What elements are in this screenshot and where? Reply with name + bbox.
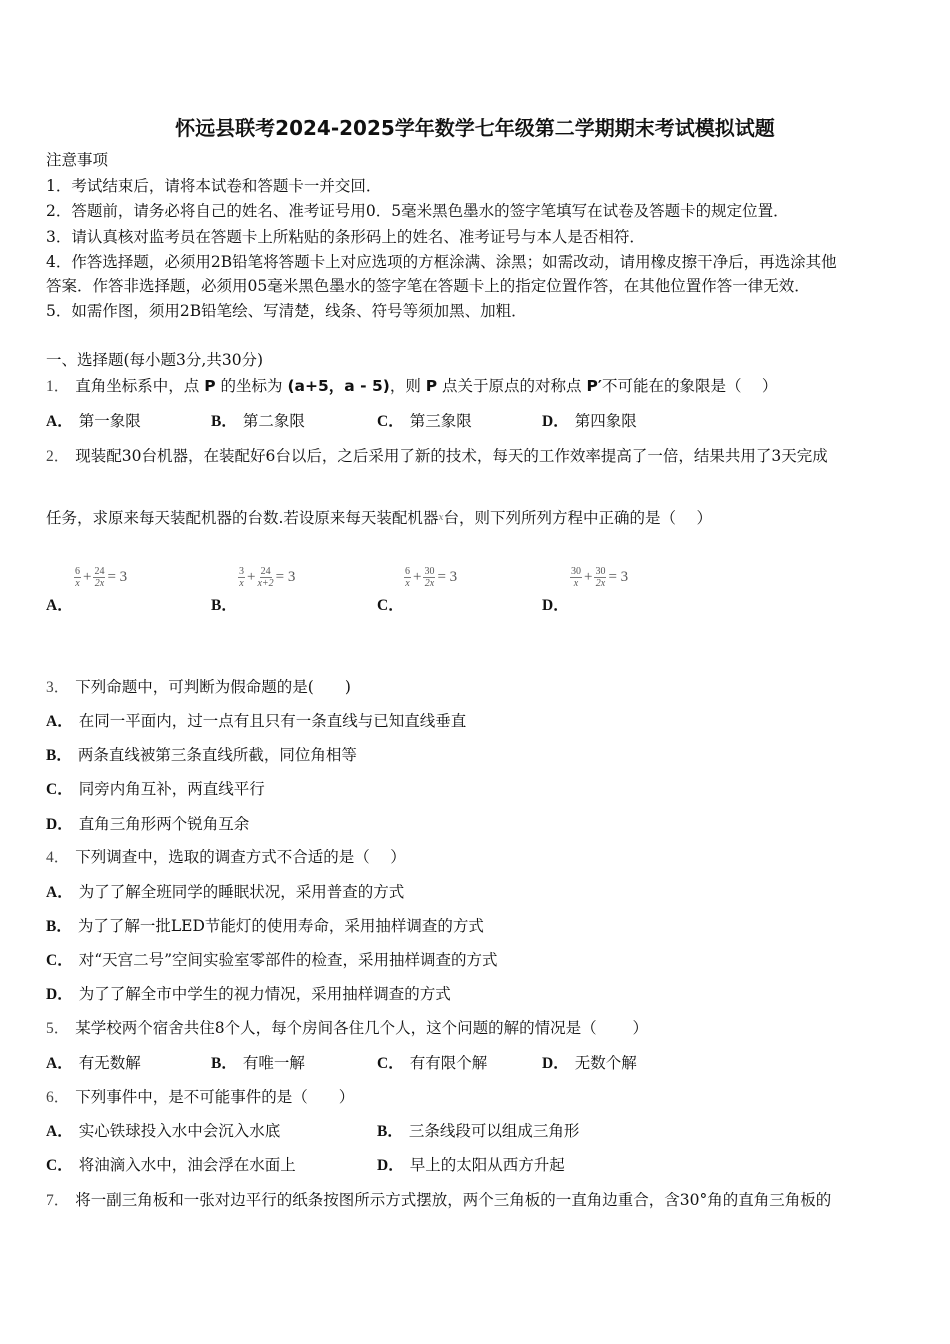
- question-7: 7． 将一副三角板和一张对边平行的纸条按图所示方式摆放，两个三角板的一直角边重合，含30°角的直角三角板的: [46, 1191, 832, 1209]
- option-d: D． 早上的太阳从西方升起: [377, 1156, 565, 1174]
- option-b: B． 为了了解一批LED节能灯的使用寿命，采用抽样调查的方式: [46, 917, 484, 935]
- option-a: A． 实心铁球投入水中会沉入水底: [46, 1122, 281, 1140]
- option-d-label: D．: [542, 597, 569, 614]
- option-c: C． 同旁内角互补，两直线平行: [46, 780, 265, 798]
- question-number: 1．: [46, 378, 70, 395]
- option-a: A． 第一象限: [46, 412, 141, 430]
- question-5: 5． 某学校两个宿舍共住8个人，每个房间各住几个人，这个问题的解的情况是（ ）: [46, 1019, 649, 1037]
- option-d: D． 为了了解全市中学生的视力情况，采用抽样调查的方式: [46, 985, 451, 1003]
- option-b: B． 有唯一解: [211, 1054, 305, 1072]
- option-b: B． 三条线段可以组成三角形: [377, 1122, 580, 1140]
- note-item: 5．如需作图，须用2B铅笔绘、写清楚，线条、符号等须加黑、加粗．: [46, 302, 527, 320]
- note-item: 1．考试结束后，请将本试卷和答题卡一并交回．: [46, 177, 382, 195]
- q-var: P: [204, 377, 216, 395]
- q-text: 的坐标为: [215, 377, 288, 395]
- option-a: A． 为了了解全班同学的睡眠状况，采用普查的方式: [46, 883, 405, 901]
- note-item: 答案．作答非选择题，必须用05毫米黑色墨水的签字笔在答题卡上的指定位置作答，在其他位置作答一律无效．: [46, 277, 810, 295]
- equation-b: 3 x + $\frac{24}{x+2}$ = 3: [239, 566, 296, 589]
- question-3: 3． 下列命题中，可判断为假命题的是( ): [46, 678, 351, 696]
- q-text: 直角坐标系中，点: [75, 377, 205, 395]
- note-item: 2．答题前，请务必将自己的姓名、准考证号用0．5毫米黑色墨水的签字笔填写在试卷及答题卡的规定位置．: [46, 202, 789, 220]
- question-4: 4． 下列调查中，选取的调查方式不合适的是（ ）: [46, 848, 406, 866]
- option-d: D． 第四象限: [542, 412, 637, 430]
- notes-heading: 注意事项: [46, 151, 109, 169]
- option-a: A． 在同一平面内，过一点有且只有一条直线与已知直线垂直: [46, 712, 467, 730]
- option-c-label: C．: [377, 597, 404, 614]
- option-d: D． 直角三角形两个锐角互余: [46, 815, 250, 833]
- q-coord: (a+5，a - 5): [287, 377, 390, 395]
- option-a: A． 有无数解: [46, 1054, 141, 1072]
- option-c: C． 第三象限: [377, 412, 472, 430]
- option-a-label: A．: [46, 597, 73, 614]
- note-item: 3．请认真核对监考员在答题卡上所粘贴的条形码上的姓名、准考证号与本人是否相符．: [46, 228, 645, 246]
- equation-c: 6 x + $\frac{30}{2x}$ = 3: [405, 566, 458, 589]
- option-c: C． 将油滴入水中，油会浮在水面上: [46, 1156, 296, 1174]
- question-2-cont: 任务，求原来每天装配机器的台数.若设原来每天装配机器$^x$台，则下列所列方程中正确的是（ ）: [46, 509, 712, 527]
- q-text: ，则: [389, 377, 426, 395]
- option-b: B． 第二象限: [211, 412, 305, 430]
- equation-d: 30 x + $\frac{30}{2x}$ = 3: [571, 566, 629, 589]
- option-b-label: B．: [211, 597, 237, 614]
- question-2: 2． 现装配30台机器，在装配好6台以后，之后采用了新的技术，每天的工作效率提高了一倍，结果共用了3天完成: [46, 447, 828, 465]
- q-var: P: [425, 377, 438, 395]
- equation-a: 6 x + $\frac{24}{2x}$ = 3: [75, 566, 128, 589]
- q-text: 不可能在的象限是（ ）: [601, 377, 778, 395]
- note-item: 4．作答选择题，必须用2B铅笔将答题卡上对应选项的方框涂满、涂黑；如需改动，请用橡皮擦干净后，再选涂其他: [46, 253, 837, 271]
- q-text: 点关于原点的对称点: [437, 377, 587, 395]
- option-b: B． 两条直线被第三条直线所截，同位角相等: [46, 746, 357, 764]
- question-1: [46, 376, 777, 397]
- option-c: C． 对“天宫二号”空间实验室零部件的检查，采用抽样调查的方式: [46, 951, 498, 969]
- page-title: 怀远县联考2024-2025学年数学七年级第二学期期末考试模拟试题: [175, 116, 775, 140]
- q-var: P′: [586, 377, 602, 395]
- section-heading: 一、选择题(每小题3分,共30分): [46, 351, 264, 369]
- question-6: 6． 下列事件中，是不可能事件的是（ ）: [46, 1088, 355, 1106]
- option-c: C． 有有限个解: [377, 1054, 488, 1072]
- option-d: D． 无数个解: [542, 1054, 637, 1072]
